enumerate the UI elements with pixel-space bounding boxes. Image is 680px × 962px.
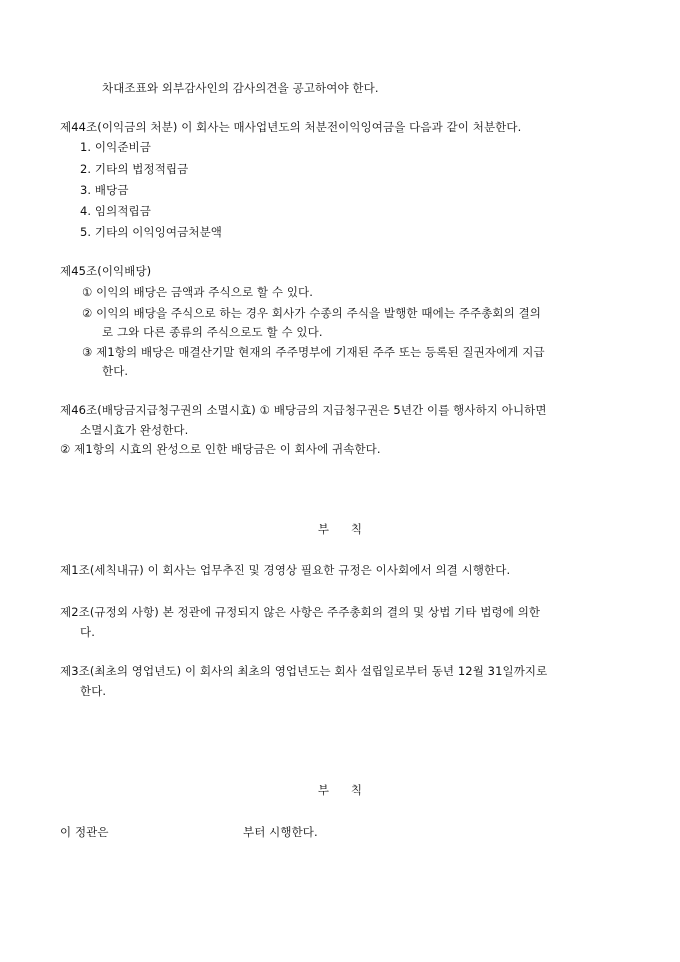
article-45-para-3-line-2: 한다.	[102, 364, 129, 378]
article-45-heading: 제45조(이익배당)	[60, 264, 152, 278]
article-45-para-1: ① 이익의 배당은 금액과 주식으로 할 수 있다.	[82, 285, 314, 299]
article-45-para-3-line-1: ③ 제1항의 배당은 매결산기말 현재의 주주명부에 기재된 주주 또는 등록된 질권자에게 지급	[82, 345, 545, 359]
article-46-line-3: ② 제1항의 시효의 완성으로 인한 배당금은 이 회사에 귀속한다.	[60, 442, 381, 456]
supplementary-title-2: 부 칙	[317, 783, 363, 797]
supplementary-article-1: 제1조(세칙내규) 이 회사는 업무추진 및 경영상 필요한 규정은 이사회에서 의결 시행한다.	[60, 563, 511, 577]
article-44-item-1: 1. 이익준비금	[80, 140, 151, 154]
article-44-item-3: 3. 배당금	[80, 183, 129, 197]
supplementary-article-2-line-1: 제2조(규정외 사항) 본 정관에 규정되지 않은 사항은 주주총회의 결의 및 상법 기타 법령에 의한	[60, 605, 541, 619]
article-45-para-2-line-1: ② 이익의 배당을 주식으로 하는 경우 회사가 수종의 주식을 발행한 때에는 주주총회의 결의	[82, 306, 541, 320]
supplementary-article-3-line-2: 한다.	[80, 684, 107, 698]
article-44-item-4: 4. 임의적립금	[80, 204, 151, 218]
article-45-para-2-line-2: 로 그와 다른 종류의 주식으로도 할 수 있다.	[102, 325, 323, 339]
supplementary-article-2-line-2: 다.	[80, 625, 95, 639]
effective-date-suffix: 부터 시행한다.	[243, 825, 318, 839]
article-46-line-1: 제46조(배당금지급청구권의 소멸시효) ① 배당금의 지급청구권은 5년간 이를 행사하지 아니하면	[60, 403, 547, 417]
article-44-heading: 제44조(이익금의 처분) 이 회사는 매사업년도의 처분전이익잉여금을 다음과 같이 처분한다.	[60, 120, 522, 134]
article-44-item-5: 5. 기타의 이익잉여금처분액	[80, 225, 222, 239]
effective-date-prefix: 이 정관은	[60, 825, 109, 839]
supplementary-article-3-line-1: 제3조(최초의 영업년도) 이 회사의 최초의 영업년도는 회사 설립일로부터 동년 12월 31일까지로	[60, 664, 548, 678]
article-44-item-2: 2. 기타의 법정적립금	[80, 162, 189, 176]
supplementary-title-1: 부 칙	[317, 522, 363, 536]
article-46-line-2: 소멸시효가 완성한다.	[80, 423, 189, 437]
intro-continuation: 차대조표와 외부감사인의 감사의견을 공고하여야 한다.	[102, 81, 379, 95]
